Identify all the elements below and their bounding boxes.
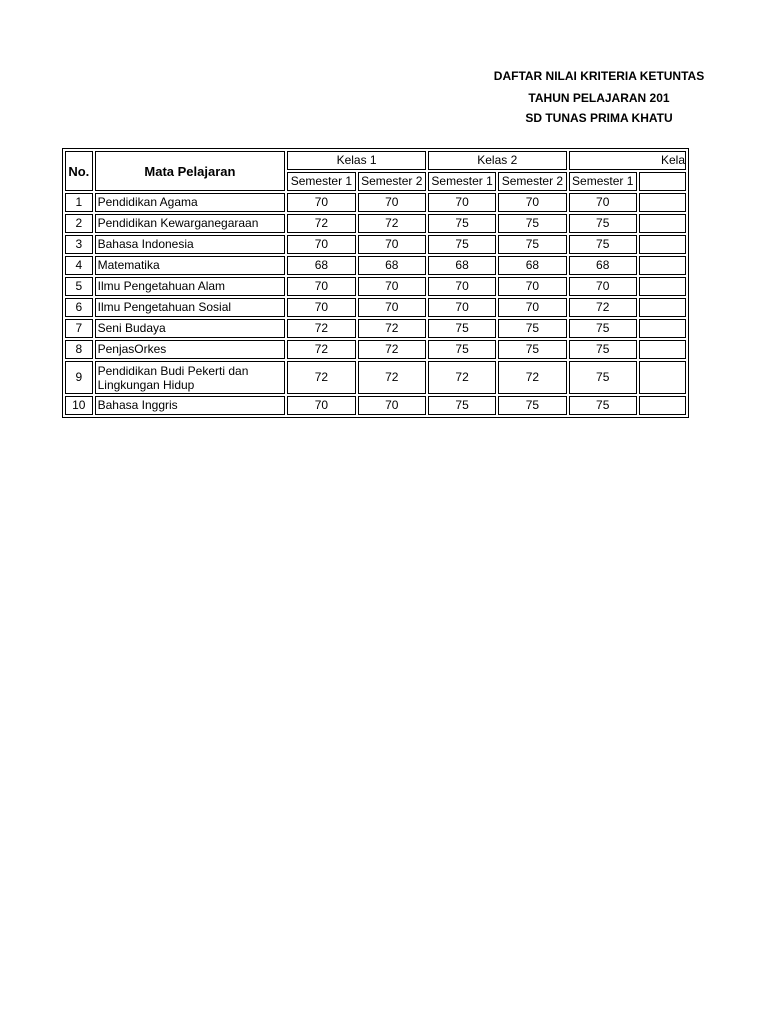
- grade-value-cutoff: [639, 396, 686, 415]
- header-no: No.: [65, 151, 93, 191]
- grade-value-cutoff: [639, 256, 686, 275]
- grade-value: 68: [498, 256, 566, 275]
- grade-value: 70: [428, 193, 496, 212]
- grade-value: 70: [358, 193, 426, 212]
- grade-value: 70: [358, 235, 426, 254]
- subject-name: Ilmu Pengetahuan Alam: [95, 277, 286, 296]
- grade-value: 72: [287, 340, 355, 359]
- grade-value: 70: [358, 396, 426, 415]
- grade-value: 70: [358, 277, 426, 296]
- row-number: 9: [65, 361, 93, 394]
- subject-name: PenjasOrkes: [95, 340, 286, 359]
- grade-value: 75: [498, 214, 566, 233]
- subject-name: Pendidikan Budi Pekerti dan Lingkungan Hidup: [95, 361, 286, 394]
- grade-value: 72: [569, 298, 637, 317]
- grade-value: 70: [287, 235, 355, 254]
- grade-value: 70: [569, 277, 637, 296]
- table-row: [65, 298, 686, 317]
- grade-value: 72: [358, 319, 426, 338]
- grade-value: 75: [498, 319, 566, 338]
- grade-value: 75: [569, 340, 637, 359]
- grade-value: 70: [428, 298, 496, 317]
- grade-value: 70: [428, 277, 496, 296]
- subject-name: Bahasa Inggris: [95, 396, 286, 415]
- table-row: [65, 235, 686, 254]
- grade-value: 68: [428, 256, 496, 275]
- grade-value: 75: [569, 235, 637, 254]
- table-row: [65, 256, 686, 275]
- table-row: [65, 396, 686, 415]
- grade-value: 72: [358, 361, 426, 394]
- subject-name: Matematika: [95, 256, 286, 275]
- header-kelas-2: Kelas 2: [428, 151, 567, 170]
- grade-value: 75: [498, 235, 566, 254]
- grade-value: 70: [569, 193, 637, 212]
- subject-name: Ilmu Pengetahuan Sosial: [95, 298, 286, 317]
- grade-value: 75: [428, 396, 496, 415]
- grade-value-cutoff: [639, 277, 686, 296]
- grade-value: 70: [498, 277, 566, 296]
- grade-value-cutoff: [639, 361, 686, 394]
- row-number: 5: [65, 277, 93, 296]
- table-row: [65, 277, 686, 296]
- grade-value: 72: [287, 361, 355, 394]
- kkm-table: [62, 148, 689, 418]
- header-semester: Semester 1: [428, 172, 496, 191]
- grade-value-cutoff: [639, 340, 686, 359]
- grade-value: 68: [569, 256, 637, 275]
- subject-name: Pendidikan Agama: [95, 193, 286, 212]
- grade-value: 70: [498, 298, 566, 317]
- grade-value: 75: [569, 396, 637, 415]
- grade-value-cutoff: [639, 214, 686, 233]
- title-line-3: SD TUNAS PRIMA KHATU: [525, 111, 673, 125]
- row-number: 10: [65, 396, 93, 415]
- row-number: 1: [65, 193, 93, 212]
- grade-value: 70: [287, 277, 355, 296]
- header-kelas-3: Kela: [569, 151, 686, 170]
- grade-value: 70: [498, 193, 566, 212]
- header-semester-cutoff: [639, 172, 686, 191]
- grade-value: 75: [428, 214, 496, 233]
- header-semester: Semester 2: [358, 172, 426, 191]
- grade-value: 72: [287, 214, 355, 233]
- grade-value: 75: [498, 340, 566, 359]
- table-row: [65, 340, 686, 359]
- grade-value: 72: [287, 319, 355, 338]
- grade-value: 70: [287, 193, 355, 212]
- grade-value: 70: [287, 396, 355, 415]
- subject-name: Seni Budaya: [95, 319, 286, 338]
- subject-name: Bahasa Indonesia: [95, 235, 286, 254]
- subject-name: Pendidikan Kewarganegaraan: [95, 214, 286, 233]
- grade-value-cutoff: [639, 193, 686, 212]
- grade-value: 68: [358, 256, 426, 275]
- row-number: 3: [65, 235, 93, 254]
- grade-value: 75: [569, 214, 637, 233]
- grade-value: 75: [428, 340, 496, 359]
- row-number: 4: [65, 256, 93, 275]
- grade-value: 72: [358, 340, 426, 359]
- grade-value-cutoff: [639, 298, 686, 317]
- table-row: [65, 319, 686, 338]
- table-row: [65, 193, 686, 212]
- row-number: 6: [65, 298, 93, 317]
- grade-value: 72: [428, 361, 496, 394]
- grade-value: 70: [287, 298, 355, 317]
- grade-value: 75: [428, 235, 496, 254]
- grade-value: 70: [358, 298, 426, 317]
- header-subject: Mata Pelajaran: [95, 151, 286, 191]
- row-number: 2: [65, 214, 93, 233]
- grade-value: 75: [498, 396, 566, 415]
- row-number: 8: [65, 340, 93, 359]
- header-semester: Semester 1: [287, 172, 355, 191]
- grade-value: 75: [428, 319, 496, 338]
- title-line-1: DAFTAR NILAI KRITERIA KETUNTAS: [493, 69, 705, 83]
- table-row: [65, 214, 686, 233]
- table-row: [65, 361, 686, 394]
- grade-value-cutoff: [639, 319, 686, 338]
- grade-value: 72: [498, 361, 566, 394]
- grade-value-cutoff: [639, 235, 686, 254]
- header-semester: Semester 2: [498, 172, 566, 191]
- header-semester: Semester 1: [569, 172, 637, 191]
- row-number: 7: [65, 319, 93, 338]
- grade-value: 68: [287, 256, 355, 275]
- title-line-2: TAHUN PELAJARAN 201: [528, 91, 670, 105]
- grade-value: 72: [358, 214, 426, 233]
- grade-value: 75: [569, 361, 637, 394]
- header-kelas-1: Kelas 1: [287, 151, 426, 170]
- grade-value: 75: [569, 319, 637, 338]
